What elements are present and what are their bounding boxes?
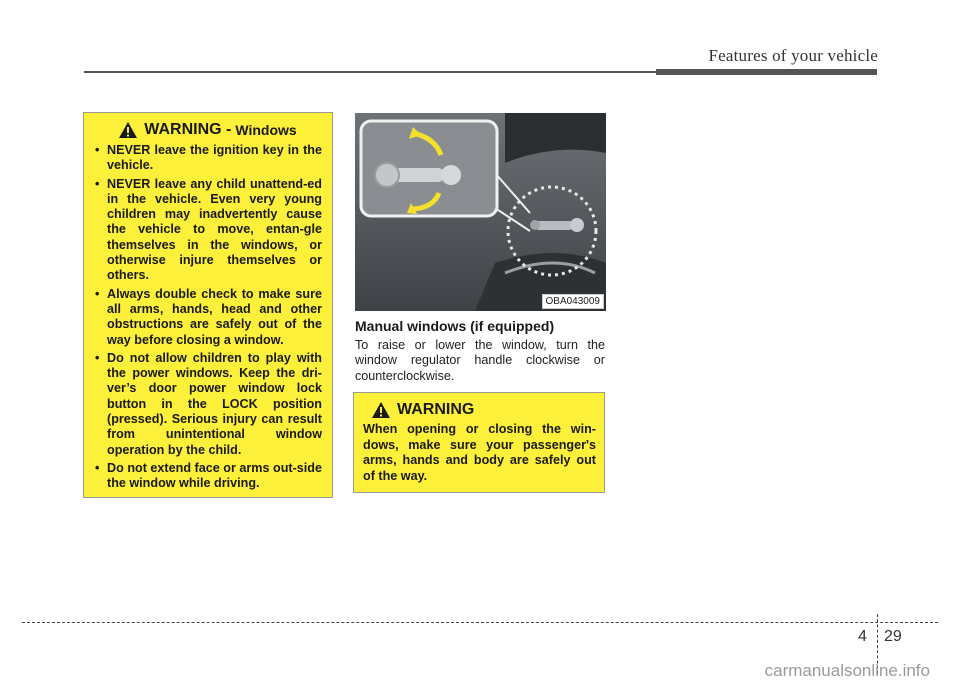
section-heading: Manual windows (if equipped): [355, 318, 555, 334]
warning-box-windows: [83, 112, 333, 498]
warning-header: [363, 401, 596, 419]
footer-rule: [22, 622, 938, 623]
warning-list: [93, 143, 322, 492]
header-rule-accent: [656, 69, 877, 75]
figure-code: OBA043009: [542, 294, 605, 309]
door-panel-drawing: [355, 113, 606, 311]
page-number: 29: [884, 628, 902, 645]
warning-item: • NEVER leave the ignition key in the vehicle.: [93, 143, 322, 174]
warning-item: • Do not allow children to play with the power windows. Keep the dri-ver’s door power window lock button in the LOCK position (pressed). Serious injury can result from unintentional window operation by the child.: [93, 351, 322, 458]
section-text: To raise or lower the window, turn the window regulator handle clockwise or counterclockwise.: [355, 338, 605, 383]
warning-title: WARNING: [397, 401, 475, 418]
warning-triangle-icon: [371, 401, 391, 419]
warning-header: [93, 121, 322, 139]
warning-box-passengers: [353, 392, 605, 493]
warning-item: • Do not extend face or arms out-side the window while driving.: [93, 461, 322, 492]
header-rule: [84, 71, 656, 73]
warning-item: • NEVER leave any child unattend-ed in the vehicle. Even very young children may inadvertently cause the vehicle to move, entan-gle themselves in the windows, or otherwise injure themselves or others.: [93, 177, 322, 284]
warning-text: When opening or closing the win-dows, make sure your passenger's arms, hands and body are safely out of the way.: [363, 422, 596, 483]
section-title: Features of your vehicle: [708, 46, 878, 65]
warning-title: WARNING -: [144, 121, 232, 138]
warning-subtitle: Windows: [235, 122, 297, 138]
window-regulator-illustration: [355, 113, 606, 311]
watermark: carmanualsonline.info: [764, 661, 930, 680]
chapter-number: 4: [858, 628, 867, 645]
warning-triangle-icon: [118, 121, 138, 139]
warning-item: • Always double check to make sure all arms, hands, head and other obstructions are safely out of the way before closing a window.: [93, 287, 322, 348]
